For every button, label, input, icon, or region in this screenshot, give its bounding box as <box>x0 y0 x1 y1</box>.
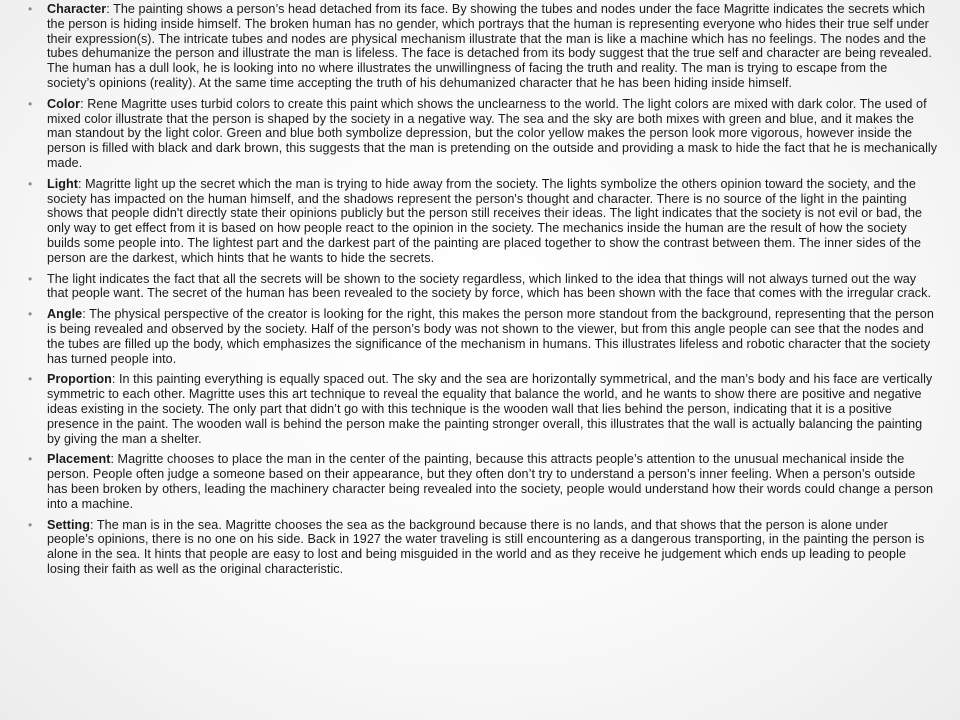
bullet-placement <box>28 452 938 511</box>
bullet-angle <box>28 307 938 366</box>
bullet-light <box>28 177 938 266</box>
bullet-dot-icon: • <box>28 176 33 191</box>
bullet-term: Character <box>47 2 107 16</box>
bullet-text: : The physical perspective of the creator is looking for the right, this makes the person more standout from the background, representing that the person is being revealed and observed by the society. Half of the person’s body was not shown to the viewer, but from this angle people can see that the nodes and the tubes are filled up the body, which emphasizes the significance of the mechanism in humans. This illustrates lifeless and robotic character that the society has turned people into. <box>47 307 934 366</box>
bullet-term: Proportion <box>47 372 112 387</box>
bullet-text: The light indicates the fact that all the secrets will be shown to the society regardless, which linked to the idea that things will not always turned out the way that people want. The secret of the human has been revealed to the society by force, which has been shown with the face that comes with the irregular crack. <box>47 271 932 301</box>
bullet-color <box>28 97 938 171</box>
bullet-dot-icon: • <box>28 372 33 387</box>
bullet-text: : The painting shows a person’s head detached from its face. By showing the tubes and nodes under the face Magritte indicates the secrets which the person is hiding inside himself. The broken human has no gender, which portrays that the human is representing everyone who hides their true self under their expression(s). The intricate tubes and nodes are physical mechanism illustrate that the man is like a machine which has no feelings. The nodes and the tubes dehumanize the person and illustrate the man is lifeless. The face is detached from its body suggest that the true self and character are being revealed. The human has a dull look, he is looking into no where illustrates the unwillingness of facing the truth and reality. The man is trying to escape from the society’s opinions (reality). At the same time accepting the truth of his dehumanized character that he has been hiding inside himself. <box>47 2 932 90</box>
bullet-term: Light <box>47 176 79 191</box>
bullet-text: : Rene Magritte uses turbid colors to create this paint which shows the unclearness to the world. The light colors are mixed with dark color. The used of mixed color illustrate that the person is shaped by the society in a negative way. The sea and the sky are both mixes with green and blue, and it makes the man standout by the light color. Green and blue both symbolize depression, but the color yellow makes the person look more vigorous, however inside the person is filled with black and dark brown, this suggests that the man is pretending on the outside and providing a mask to hide the fact that he is mechanically made. <box>47 96 938 170</box>
bullet-text: : Magritte light up the secret which the man is trying to hide away from the society. The lights symbolize the others opinion toward the society, and the society has impacted on the human himself, and the shadows represent the person's thought and character. There is no source of the light in the painting shows that people didn't directly state their opinions publicly but the person still receives their ideas. The light indicates that the society is not evil or bad, the only way to get effect from it is based on how people react to the opinion in the society. The mechanics inside the human are the result of how the society builds some people into. The lightest part and the darkest part of the painting are placed together to show the contrast between them. The inner sides of the person are the darkest, which hints that he wants to hide the secrets. <box>47 176 923 265</box>
bullet-term: Placement <box>47 452 111 467</box>
bullet-dot-icon: • <box>28 517 33 532</box>
bullet-text: : In this painting everything is equally spaced out. The sky and the sea are horizontally symmetrical, and the man’s body and his face are vertically symmetric to each other. Magritte uses this art technique to reveal the equality that balance the world, and he wants to show there are positive and negative ideas existing in the society. The only part that didn’t go with this technique is the wooden wall that lies behind the person, indicating that it is a positive presence in the paint. The wooden wall is behind the person make the painting stronger overall, this illustrates that the wall is actually balancing the painting by giving the man a shelter. <box>47 372 933 446</box>
bullet-proportion <box>28 372 938 446</box>
bullet-setting <box>28 518 938 577</box>
bullet-dot-icon: • <box>28 2 33 16</box>
bullet-term: Setting <box>47 517 91 532</box>
bullet-dot-icon: • <box>28 452 33 467</box>
bullet-dot-icon: • <box>28 307 33 322</box>
bullet-light-secrets <box>28 272 938 302</box>
bullet-character <box>28 2 938 91</box>
bullet-term: Angle <box>47 307 83 322</box>
bullet-text: : Magritte chooses to place the man in the center of the painting, because this attracts people’s attention to the unusual mechanical inside the person. People often judge a someone based on their appearance, but they often don’t try to understand a person’s inner feeling. When a person’s outside has been broken by others, leading the machinery character being revealed into the society, people would understand how their words could change a person into a machine. <box>47 452 934 511</box>
bullet-dot-icon: • <box>28 271 33 286</box>
bullet-text: : The man is in the sea. Magritte chooses the sea as the background because there is no lands, and that shows that the person is alone under people’s opinions, there is no one on his side. Back in 1927 the water traveling is still encountering as a dangerous transporting, in the painting the person is alone in the sea. It hints that people are easy to lost and being misguided in the world and as they receive he judgement which ends up leading to people losing their faith as well as the original characteristic. <box>47 517 925 576</box>
bullet-dot-icon: • <box>28 96 33 111</box>
bullet-list <box>28 2 938 577</box>
bullet-term: Color <box>47 96 81 111</box>
